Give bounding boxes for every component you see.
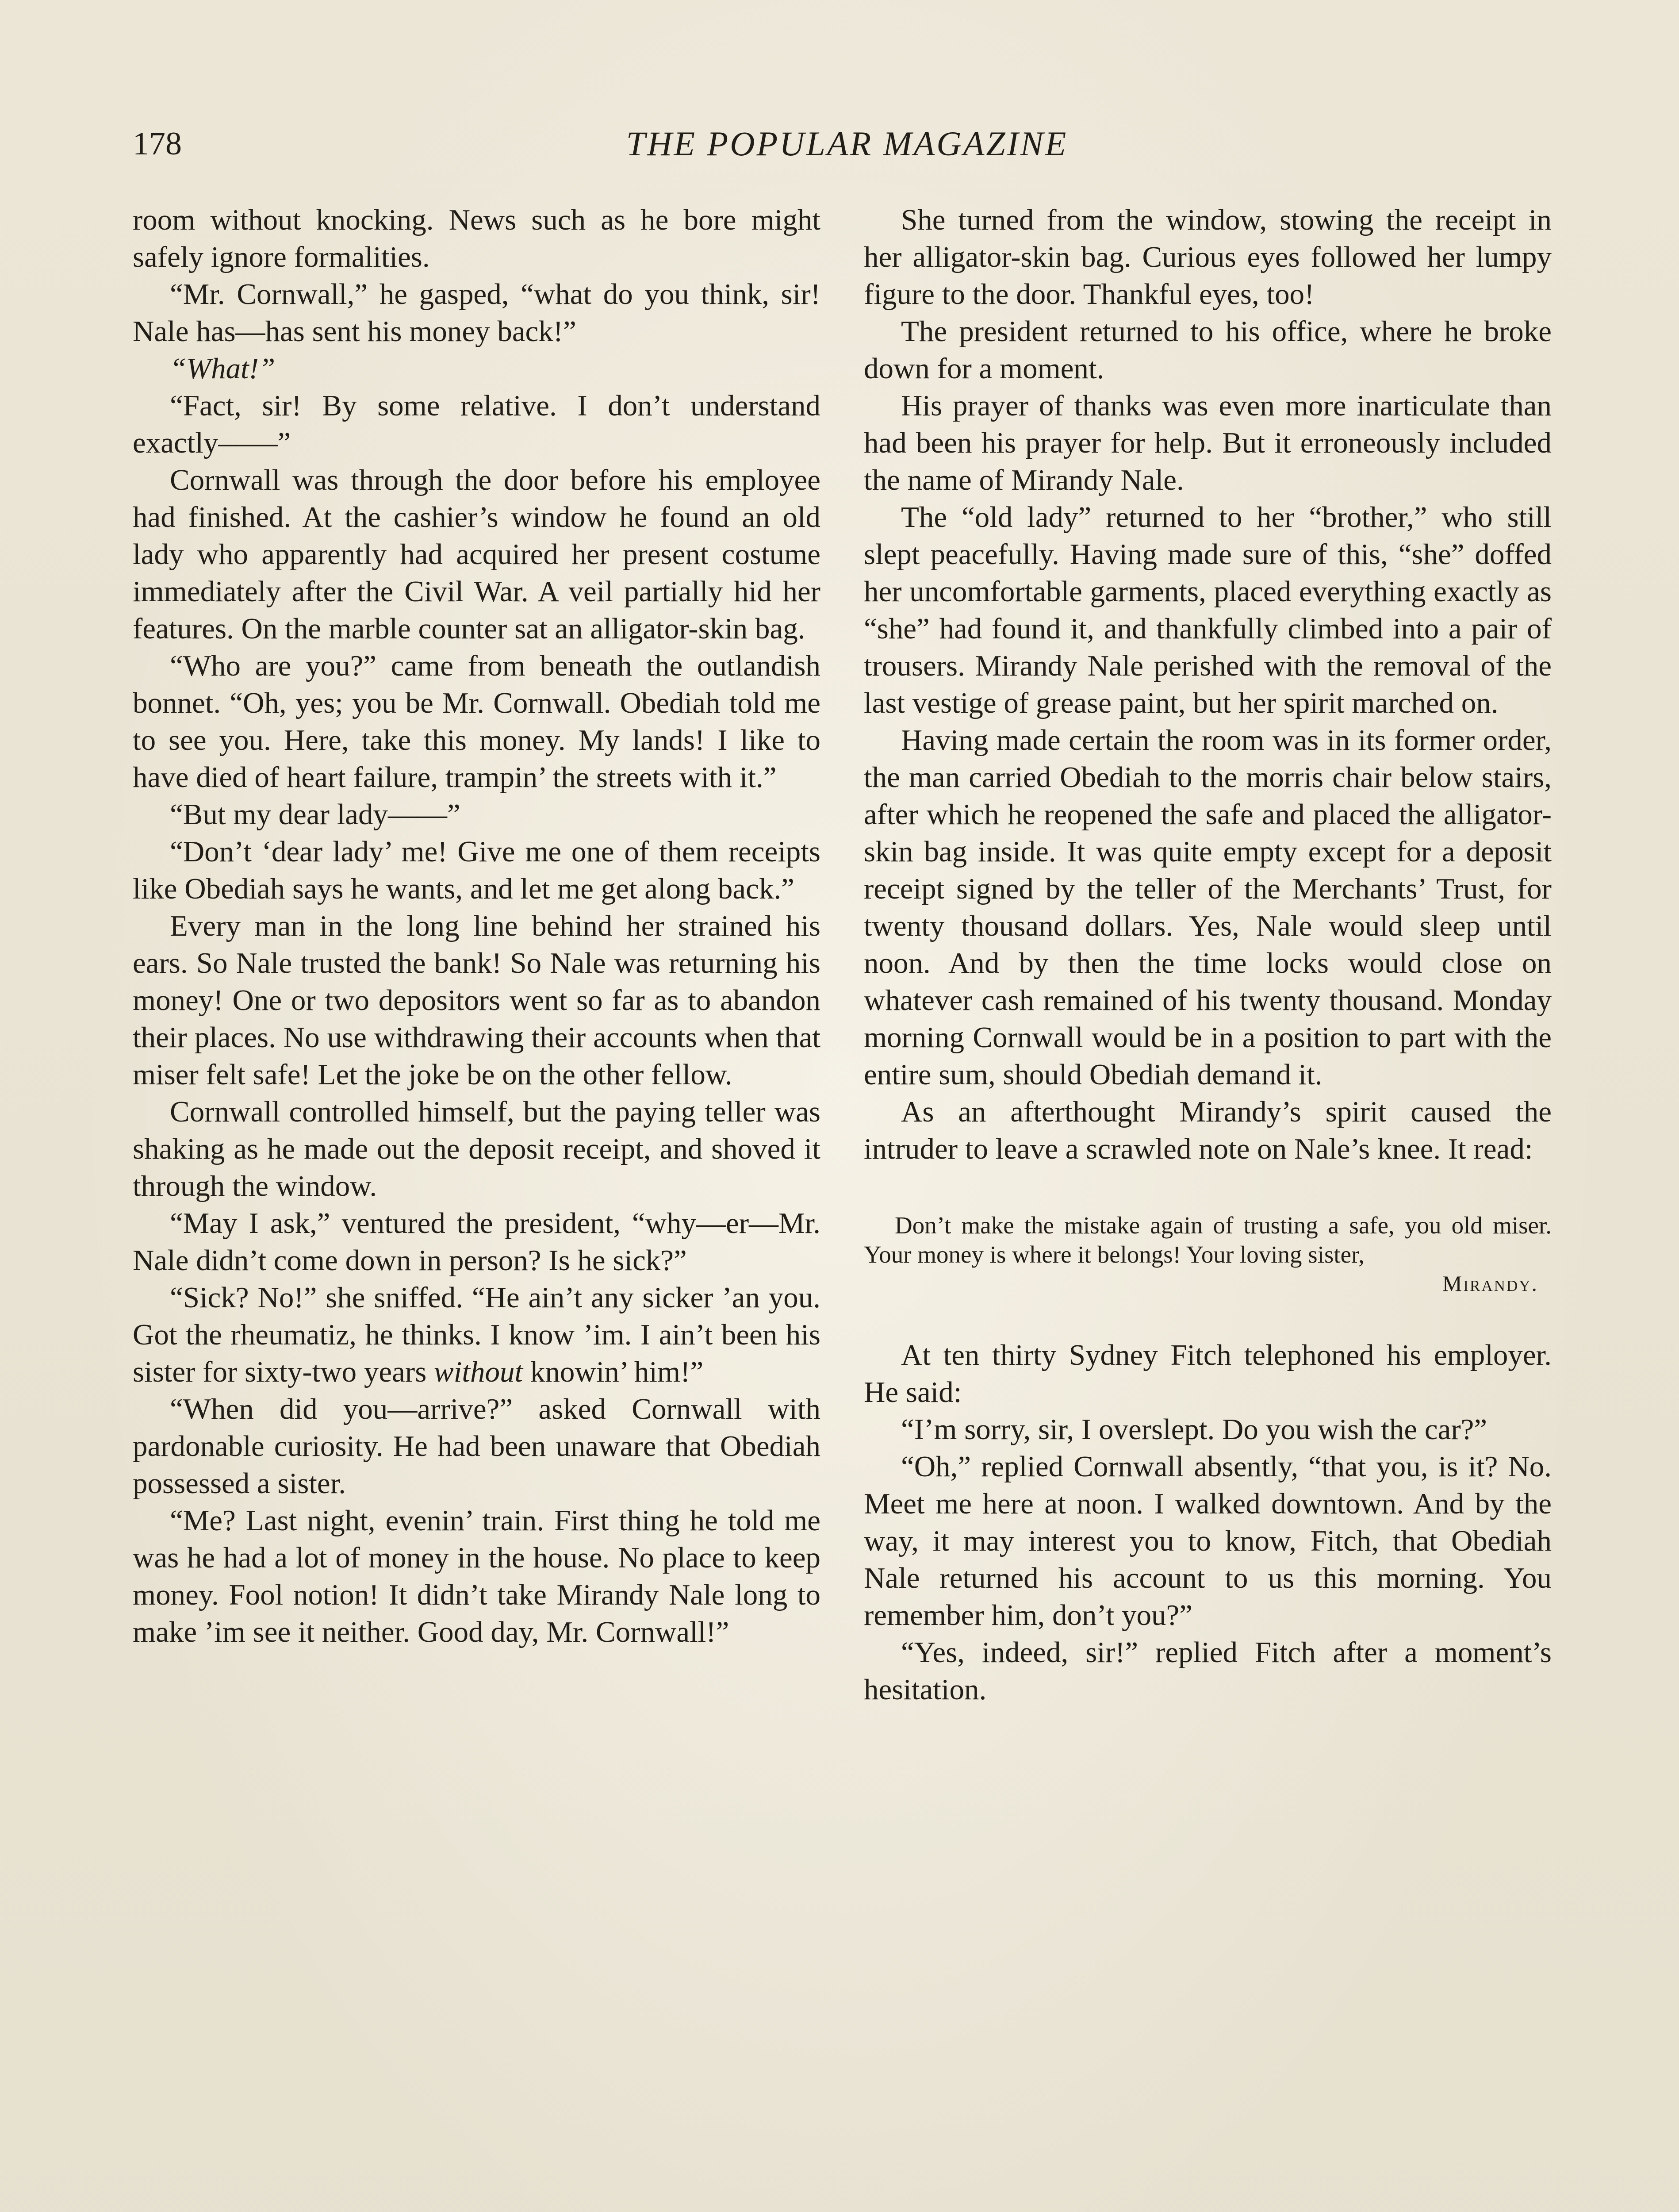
paragraph — [133, 1279, 820, 1390]
note-signature: Mirandy. — [1442, 1271, 1538, 1296]
paragraph: His prayer of thanks was even more inarticulate than had been his prayer for help. But it erroneously included the name of Mirandy Nale. — [864, 389, 1552, 496]
paragraph: “When did you—arrive?” asked Cornwall with pardonable curiosity. He had been unaware that Obediah possessed a sister. — [133, 1393, 820, 1500]
paragraph: Every man in the long line behind her strained his ears. So Nale trusted the bank! So Nale was returning his money! One or two depositors went so far as to abandon their places. No use withdrawing their accounts when that miser felt safe! Let the joke be on the other fellow. — [133, 910, 820, 1091]
paragraph: Cornwall controlled himself, but the paying teller was shaking as he made out the deposit receipt, and shoved it through the window. — [133, 1095, 820, 1202]
paragraph: “Mr. Cornwall,” he gasped, “what do you think, sir! Nale has—has sent his money back!” — [133, 278, 820, 348]
italic-exclamation: “What!” — [170, 352, 276, 385]
italic-word: without — [434, 1356, 523, 1388]
paragraph: “Fact, sir! By some relative. I don’t understand exactly——” — [133, 389, 820, 459]
paragraph: “But my dear lady——” — [170, 798, 460, 831]
text-run: “Sick? No!” she sniffed. “He ain’t any sicker ’an you. Got the rheumatiz, he thinks. I know ’im. I ain’t been his sister for sixty-two years — [133, 1281, 820, 1388]
paragraph: room without knocking. News such as he bore might safely ignore formalities. — [133, 204, 820, 273]
paragraph: Cornwall was through the door before his employee had finished. At the cashier’s window he found an old lady who apparently had acquired her present costume immediately after the Civil War. A veil partially hid her features. On the marble counter sat an alligator-skin bag. — [133, 464, 820, 645]
paragraph: “Don’t ‘dear lady’ me! Give me one of them receipts like Obediah says he wants, and let me get along back.” — [133, 835, 820, 905]
paragraph: “I’m sorry, sir, I overslept. Do you wish the car?” — [901, 1413, 1487, 1446]
paragraph: At ten thirty Sydney Fitch telephoned his employer. He said: — [864, 1339, 1552, 1409]
paragraph: She turned from the window, stowing the receipt in her alligator-skin bag. Curious eyes followed her lumpy figure to the door. Thankful eyes, too! — [864, 204, 1552, 311]
paragraph: “Who are you?” came from beneath the outlandish bonnet. “Oh, yes; you be Mr. Cornwall. Obediah told me to see you. Here, take this money. My lands! I like to have died of heart failure, trampin’ the streets with it.” — [133, 649, 820, 794]
paragraph: “May I ask,” ventured the president, “why—er—Mr. Nale didn’t come down in person? Is he sick?” — [133, 1207, 820, 1277]
paragraph: “Yes, indeed, sir!” replied Fitch after a moment’s hesitation. — [864, 1636, 1552, 1706]
page-header — [133, 119, 1561, 168]
left-column — [133, 201, 820, 1651]
paragraph: “Me? Last night, evenin’ train. First thing he told me was he had a lot of money in the house. No place to keep money. Fool notion! It didn’t take Mirandy Nale long to make ’im see it neither. Good day, Mr. Cornwall!” — [133, 1504, 820, 1648]
scrawled-note — [864, 1211, 1552, 1298]
paragraph: The “old lady” returned to her “brother,” who still slept peacefully. Having made sure of this, “she” doffed her uncomfortable garments, placed everything exactly as “she” had found it, and thankfully climbed into a pair of trousers. Mirandy Nale perished with the removal of the last vestige of grease paint, but her spirit marched on. — [864, 501, 1552, 719]
page-number: 178 — [133, 126, 182, 162]
right-column — [864, 201, 1552, 1708]
note-text: Don’t make the mistake again of trusting a safe, you old miser. Your money is where it belongs! Your loving sister, — [864, 1212, 1552, 1268]
paragraph: Having made certain the room was in its former order, the man carried Obediah to the morris chair below stairs, after which he reopened the safe and placed the alligator-skin bag inside. It was quite empty except for a deposit receipt signed by the teller of the Merchants’ Trust, for twenty thousand dollars. Yes, Nale would sleep until noon. And by then the time locks would close on whatever cash remained of his twenty thousand. Monday morning Cornwall would be in a position to part with the entire sum, should Obediah demand it. — [864, 724, 1552, 1091]
paragraph: As an afterthought Mirandy’s spirit caused the intruder to leave a scrawled note on Nale’s knee. It read: — [864, 1095, 1552, 1165]
paragraph: The president returned to his office, where he broke down for a moment. — [864, 315, 1552, 385]
text-run: knowin’ him!” — [523, 1356, 704, 1388]
paragraph: “Oh,” replied Cornwall absently, “that you, is it? No. Meet me here at noon. I walked downtown. And by the way, it may interest you to know, Fitch, that Obediah Nale returned his account to us this morning. You remember him, don’t you?” — [864, 1450, 1552, 1632]
paragraph — [133, 350, 820, 387]
running-title: THE POPULAR MAGAZINE — [626, 124, 1068, 163]
